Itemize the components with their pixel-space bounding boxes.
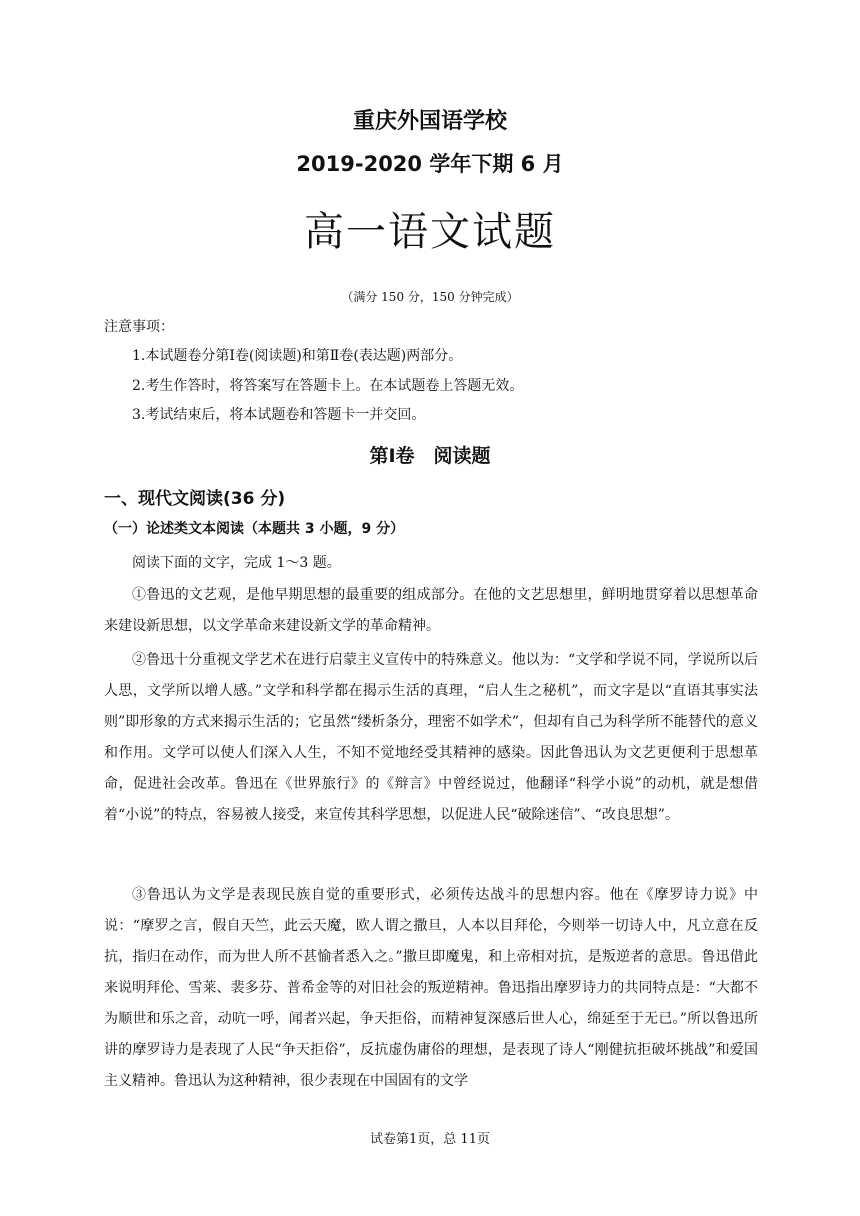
notice-item: 2.考生作答时，将答案写在答题卡上。在本试题卷上答题无效。 <box>132 378 524 394</box>
paragraph-2: ②鲁迅十分重视文学艺术在进行启蒙主义宣传中的特殊意义。他以为：“文学和学说不同，学说所以后人思，文学所以增人感。”文学和科学都在揭示生活的真理，“启人生之秘机”，而文字是以“直语其事实法则”即形象的方式来揭示生活的；它虽然“缕析条分，理密不如学术”，但却有自己为科学所不能替代的意义和作用。文学可以使人们深入人生，不知不觉地经受其精神的感染。因此鲁迅认为文艺更便利于思想革命，促进社会改革。鲁迅在《世界旅行》的《辩言》中曾经说过，他翻译“科学小说”的动机，就是想借着“小说”的特点，容易被人接受，来宣传其科学思想，以促进人民“破除迷信”、“改良思想”。 <box>104 652 758 823</box>
notice-item: 3.考试结束后，将本试题卷和答题卡一并交回。 <box>132 407 426 423</box>
part-title: 第Ⅰ卷 阅读题 <box>369 445 491 467</box>
notice-heading: 注意事项： <box>104 319 174 335</box>
full-mark-note: （满分 150 分，150 分钟完成） <box>341 290 519 304</box>
reading-instruction: 阅读下面的文字，完成 1～3 题。 <box>132 555 341 571</box>
notice-item: 1.本试题卷分第Ⅰ卷(阅读题)和第Ⅱ卷(表达题)两部分。 <box>132 348 463 364</box>
exam-title: 高一语文试题 <box>304 209 556 255</box>
section-title: 一、现代文阅读(36 分) <box>104 489 286 509</box>
subsection-title: （一）论述类文本阅读（本题共 3 小题，9 分） <box>104 521 405 537</box>
school-name: 重庆外国语学校 <box>352 109 507 134</box>
paragraph-1: ①鲁迅的文艺观，是他早期思想的最重要的组成部分。在他的文艺思想里，鲜明地贯穿着以思想革命来建设新思想，以文学革命来建设新文学的革命精神。 <box>104 587 758 634</box>
term-line: 2019-2020 学年下期 6 月 <box>296 152 564 176</box>
paragraph-3: ③鲁迅认为文学是表现民族自觉的重要形式，必须传达战斗的思想内容。他在《摩罗诗力说》中说：“摩罗之言，假自天竺，此云天魔，欧人谓之撒旦，人本以目拜伦，今则举一切诗人中，凡立意在反抗，指归在动作，而为世人所不甚愉者悉入之。”撒旦即魔鬼，和上帝相对抗，是叛逆者的意思。鲁迅借此来说明拜伦、雪莱、裴多芬、普希金等的对旧社会的叛逆精神。鲁迅指出摩罗诗力的共同特点是：“大都不为顺世和乐之音，动吭一呼，闻者兴起，争天拒俗，而精神复深感后世人心，绵延至于无已。”所以鲁迅所讲的摩罗诗力是表现了人民“争天拒俗”，反抗虚伪庸俗的理想，是表现了诗人“刚健抗拒破坏挑战”和爱国主义精神。鲁迅认为这种精神，很少表现在中国固有的文学 <box>104 887 758 1089</box>
page-footer: 试卷第1页，总 11页 <box>370 1132 490 1147</box>
